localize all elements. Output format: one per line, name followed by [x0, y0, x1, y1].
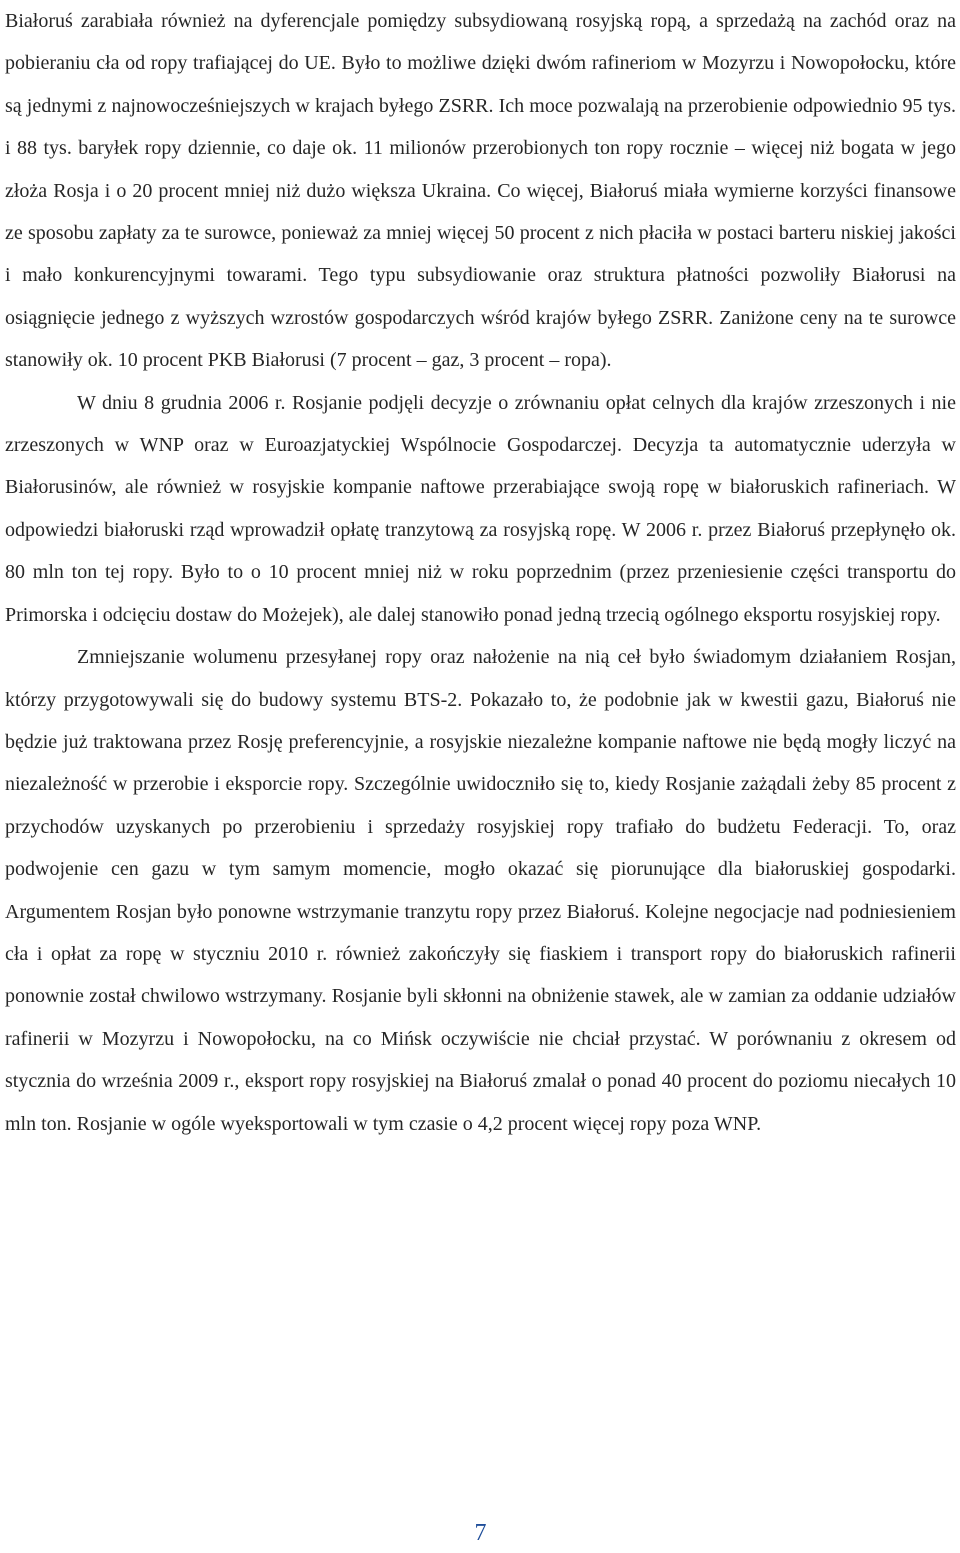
document-page: [5, 0, 956, 1553]
body-text: [5, 0, 956, 1145]
paragraph-2: W dniu 8 grudnia 2006 r. Rosjanie podjęli decyzje o zrównaniu opłat celnych dla krajów zrzeszonych i nie zrzeszonych w WNP oraz w Euroazjatyckiej Wspólnocie Gospodarczej. Decyzja ta automatycznie uderzyła w Białorusinów, ale również w rosyjskie kompanie naftowe przerabiające swoją ropę w białoruskich rafineriach. W odpowiedzi białoruski rząd wprowadził opłatę tranzytową za rosyjską ropę. W 2006 r. przez Białoruś przepłynęło ok. 80 mln ton tej ropy. Było to o 10 procent mniej niż w roku poprzednim (przez przeniesienie części transportu do Primorska i odcięciu dostaw do Możejek), ale dalej stanowiło ponad jedną trzecią ogólnego eksportu rosyjskiej ropy.: [5, 391, 956, 626]
page-number: 7: [474, 1520, 487, 1546]
paragraph-3: Zmniejszanie wolumenu przesyłanej ropy oraz nałożenie na nią ceł było świadomym działaniem Rosjan, którzy przygotowywali się do budowy systemu BTS-2. Pokazało to, że podobnie jak w kwestii gazu, Białoruś nie będzie już traktowana przez Rosję preferencyjnie, a rosyjskie niezależne kompanie naftowe nie będą mogły liczyć na niezależność w przerobie i eksporcie ropy. Szczególnie uwidoczniło się to, kiedy Rosjanie zażądali żeby 85 procent z przychodów uzyskanych po przerobieniu i sprzedaży rosyjskiej ropy trafiało do budżetu Federacji. To, oraz podwojenie cen gazu w tym samym momencie, mogło okazać się piorunujące dla białoruskiej gospodarki. Argumentem Rosjan było ponowne wstrzymanie tranzytu ropy przez Białoruś. Kolejne negocjacje nad podniesieniem cła i opłat za ropę w styczniu 2010 r. również zakończyły się fiaskiem i transport ropy do białoruskich rafinerii ponownie został chwilowo wstrzymany. Rosjanie byli skłonni na obniżenie stawek, ale w zamian za oddanie udziałów rafinerii w Mozyrzu i Nowopołocku, na co Mińsk oczywiście nie chciał przystać. W porównaniu z okresem od stycznia do września 2009 r., eksport ropy rosyjskiej na Białoruś zmalał o ponad 40 procent do poziomu niecałych 10 mln ton. Rosjanie w ogóle wyeksportowali w tym czasie o 4,2 procent więcej ropy poza WNP.: [5, 646, 956, 1135]
paragraph-1: Białoruś zarabiała również na dyferencjale pomiędzy subsydiowaną rosyjską ropą, a sprzedażą na zachód oraz na pobieraniu cła od ropy trafiającej do UE. Było to możliwe dzięki dwóm rafineriom w Mozyrzu i Nowopołocku, które są jednymi z najnowocześniejszych w krajach byłego ZSRR. Ich moce pozwalają na przerobienie odpowiednio 95 tys. i 88 tys. baryłek ropy dziennie, co daje ok. 11 milionów przerobionych ton ropy rocznie – więcej niż bogata w jego złoża Rosja i o 20 procent mniej niż dużo większa Ukraina. Co więcej, Białoruś miała wymierne korzyści finansowe ze sposobu zapłaty za te surowce, ponieważ za mniej więcej 50 procent z nich płaciła w postaci barteru niskiej jakości i mało konkurencyjnymi towarami. Tego typu subsydiowanie oraz struktura płatności pozwoliły Białorusi na osiągnięcie jednego z wyższych wzrostów gospodarczych wśród krajów byłego ZSRR. Zaniżone ceny na te surowce stanowiły ok. 10 procent PKB Białorusi (7 procent – gaz, 3 procent – ropa).: [5, 10, 956, 372]
